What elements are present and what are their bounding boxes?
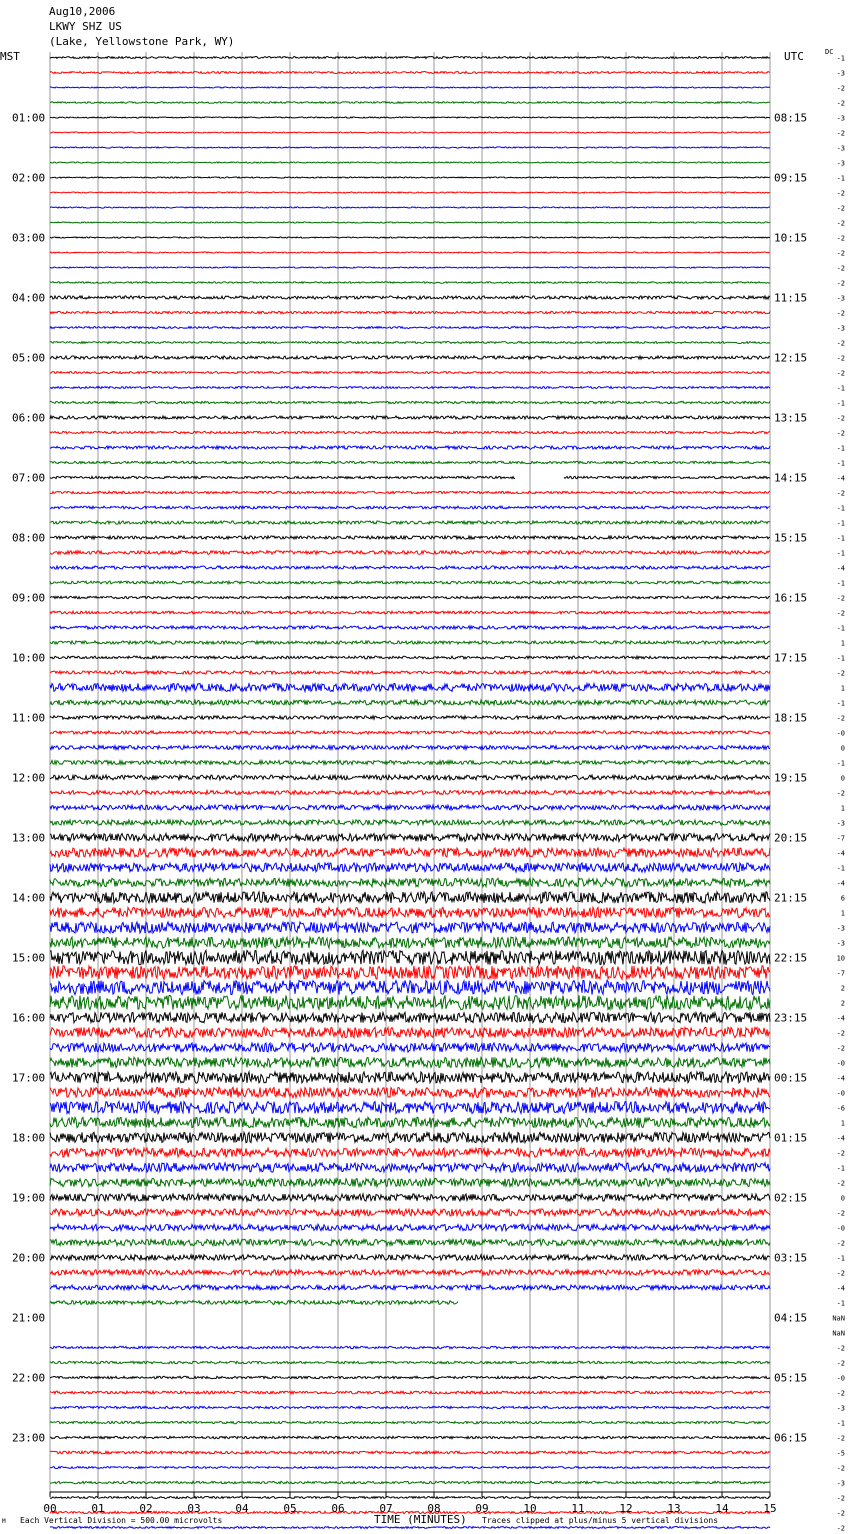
corner-mark: M (2, 1518, 6, 1525)
dc-offset-label: -3 (836, 324, 845, 333)
minute-gridlines (50, 52, 770, 1497)
dc-offset-label: -1 (836, 444, 845, 453)
dc-offset-label: -1 (836, 1254, 845, 1263)
utc-hour-label: 20:15 (774, 831, 808, 845)
seismic-traces (50, 57, 770, 1534)
dc-offset-label: -1 (836, 399, 845, 408)
seismic-trace (50, 878, 770, 886)
dc-offset-label: -6 (836, 1104, 845, 1113)
dc-offset-label: -2 (836, 339, 845, 348)
x-tick-label: 03 (187, 1502, 201, 1515)
mst-hour-label: 16:00 (12, 1011, 46, 1025)
seismic-trace (50, 820, 770, 825)
utc-hour-label: 00:15 (774, 1071, 808, 1085)
x-tick-label: 04 (235, 1502, 249, 1515)
mst-hour-label: 12:00 (12, 771, 46, 785)
mst-hour-label: 14:00 (12, 891, 46, 905)
dc-offset-label: -3 (836, 144, 845, 153)
dc-offset-label: -2 (836, 84, 845, 93)
x-axis-title: TIME (MINUTES) (374, 1513, 467, 1526)
seismic-trace (50, 327, 770, 329)
seismic-trace (50, 1012, 770, 1022)
dc-offset-label: -2 (836, 489, 845, 498)
dc-offset-label: -2 (836, 1269, 845, 1278)
mst-hour-label: 06:00 (12, 411, 46, 425)
dc-offset-label: 1 (840, 1119, 845, 1128)
seismic-trace (50, 1406, 770, 1408)
mst-hour-label: 11:00 (12, 711, 46, 725)
seismic-trace (50, 656, 770, 659)
seismic-trace (50, 922, 770, 933)
seismic-trace (50, 1209, 770, 1216)
seismic-trace (50, 491, 770, 493)
x-tick-label: 07 (379, 1502, 393, 1515)
dc-offset-label: -2 (836, 789, 845, 798)
seismic-trace (50, 506, 770, 509)
utc-hour-label: 17:15 (774, 651, 808, 665)
seismic-trace (50, 57, 770, 59)
seismic-trace (50, 311, 770, 313)
seismic-trace (50, 1072, 770, 1083)
seismic-trace (50, 551, 770, 555)
mst-hour-label: 05:00 (12, 351, 46, 365)
dc-offset-label: -3 (836, 939, 845, 948)
dc-offset-label: -3 (836, 924, 845, 933)
mst-hour-label: 02:00 (12, 171, 46, 185)
utc-hour-label: 14:15 (774, 471, 808, 485)
seismic-trace (50, 775, 770, 780)
utc-hour-label: 13:15 (774, 411, 808, 425)
dc-offset-label: 1 (840, 909, 845, 918)
dc-offset-label: -1 (836, 864, 845, 873)
dc-offset-label: -2 (836, 99, 845, 108)
dc-offset-label: 6 (840, 894, 845, 903)
dc-offset-label: -4 (836, 1284, 845, 1293)
dc-offset-label: -2 (836, 429, 845, 438)
mst-hour-label: 21:00 (12, 1311, 46, 1325)
dc-offset-label: -1 (836, 534, 845, 543)
seismic-trace (50, 1132, 770, 1142)
dc-offset-label: -2 (836, 1434, 845, 1443)
mst-hour-label: 22:00 (12, 1371, 46, 1385)
x-tick-label: 10 (523, 1502, 537, 1515)
seismic-trace (50, 1527, 770, 1529)
dc-offset-label: 0 (840, 774, 845, 783)
seismic-trace (50, 581, 770, 584)
seismic-trace (50, 1270, 770, 1276)
seismic-trace (50, 1285, 770, 1290)
mst-hour-label: 01:00 (12, 111, 46, 125)
dc-offset-label: -4 (836, 474, 845, 483)
mst-hour-label: 15:00 (12, 951, 46, 965)
seismic-trace (50, 356, 770, 359)
seismic-trace (50, 834, 770, 842)
dc-offset-label: -1 (836, 624, 845, 633)
seismic-trace (50, 296, 770, 299)
dc-offset-label: -4 (836, 1014, 845, 1023)
seismic-trace (50, 431, 770, 433)
dc-offset-label: -2 (836, 1494, 845, 1503)
utc-hour-label: 11:15 (774, 291, 808, 305)
dc-offset-label: -1 (836, 54, 845, 63)
seismic-trace (50, 684, 770, 692)
dc-offset-label: -2 (836, 369, 845, 378)
mst-hour-label: 07:00 (12, 471, 46, 485)
dc-offset-label: -3 (836, 819, 845, 828)
seismic-trace (50, 1148, 770, 1157)
seismic-trace (50, 162, 770, 163)
seismic-trace (50, 1117, 770, 1127)
seismic-trace (50, 1301, 458, 1305)
x-tick-label: 00 (43, 1502, 57, 1515)
dc-offset-label: -3 (836, 159, 845, 168)
seismic-trace (50, 282, 770, 284)
station-code: LKWY SHZ US (49, 20, 122, 33)
seismic-trace (50, 1421, 770, 1423)
dc-offset-label: -2 (836, 309, 845, 318)
scale-note: Each Vertical Division = 500.00 microvolts (20, 1516, 223, 1525)
dc-offset-label: 1 (840, 804, 845, 813)
dc-offset-label: -2 (836, 1344, 845, 1353)
dc-offset-label: -2 (836, 1464, 845, 1473)
dc-offset-label: -4 (836, 1134, 845, 1143)
mst-hour-label: 04:00 (12, 291, 46, 305)
dc-offset-label: -2 (836, 279, 845, 288)
dc-offset-label: 2 (840, 984, 845, 993)
seismic-trace (50, 1194, 770, 1201)
utc-hour-label: 19:15 (774, 771, 808, 785)
seismic-trace (50, 372, 770, 374)
dc-offset-label: -0 (836, 729, 845, 738)
dc-offset-label: -2 (836, 594, 845, 603)
utc-hour-label: 02:15 (774, 1191, 808, 1205)
utc-hour-label: 21:15 (774, 891, 808, 905)
seismic-trace (50, 1087, 770, 1097)
station-location: (Lake, Yellowstone Park, WY) (49, 35, 235, 48)
seismic-trace (50, 1481, 770, 1483)
seismic-trace (50, 746, 770, 750)
dc-offset-label: NaN (832, 1314, 845, 1323)
dc-offset-label: -3 (836, 294, 845, 303)
seismic-trace (50, 461, 770, 463)
dc-offset-label: -1 (836, 699, 845, 708)
dc-offset-label: -2 (836, 669, 845, 678)
utc-hour-label: 23:15 (774, 1011, 808, 1025)
x-tick-label: 12 (619, 1502, 633, 1515)
x-tick-label: 02 (139, 1502, 153, 1515)
dc-offset-label: -1 (836, 549, 845, 558)
seismic-trace (50, 387, 770, 389)
x-tick-label: 11 (571, 1502, 585, 1515)
dc-offset-label: -4 (836, 564, 845, 573)
seismic-trace (50, 1497, 770, 1499)
seismic-trace (50, 252, 770, 253)
dc-offset-label: -1 (836, 459, 845, 468)
utc-hour-label: 22:15 (774, 951, 808, 965)
dc-offset-label: -4 (836, 849, 845, 858)
dc-offset-label: 0 (840, 1194, 845, 1203)
dc-offset-label: 10 (836, 954, 845, 963)
seismic-trace (50, 995, 770, 1009)
dc-offset-label: -4 (836, 1074, 845, 1083)
seismic-trace (50, 222, 770, 223)
utc-hour-label: 08:15 (774, 111, 808, 125)
mst-hour-label: 09:00 (12, 591, 46, 605)
seismic-trace (50, 177, 770, 178)
dc-offset-label: -2 (836, 129, 845, 138)
seismic-trace (50, 937, 770, 948)
dc-offset-label: -2 (836, 1044, 845, 1053)
dc-offset-label: -1 (836, 654, 845, 663)
seismic-trace (50, 1178, 770, 1186)
seismic-trace (50, 950, 770, 964)
dc-offset-label: -1 (836, 384, 845, 393)
dc-offset-label: 1 (840, 639, 845, 648)
utc-hour-label: 06:15 (774, 1431, 808, 1445)
seismic-trace (50, 72, 770, 74)
seismic-trace (50, 1436, 770, 1438)
dc-offset-label: -2 (836, 1524, 845, 1533)
dc-offset-label: -1 (836, 504, 845, 513)
seismic-trace (50, 1361, 770, 1363)
seismic-trace (50, 401, 770, 403)
dc-offset-label: -2 (836, 249, 845, 258)
dc-offset-label: -3 (836, 1479, 845, 1488)
seismic-trace (50, 566, 770, 569)
dc-offset-label: -2 (836, 1179, 845, 1188)
seismic-trace (50, 596, 770, 598)
seismic-trace (50, 117, 770, 118)
dc-offset-label: -2 (836, 264, 845, 273)
utc-hour-label: 15:15 (774, 531, 808, 545)
recording-date: Aug10,2006 (49, 5, 116, 18)
dc-offset-label: -2 (836, 414, 845, 423)
seismic-trace (50, 1163, 770, 1172)
seismic-trace (50, 192, 770, 193)
seismic-trace (50, 1467, 770, 1469)
dc-offset-label: -2 (836, 1359, 845, 1368)
dc-offset-label: -2 (836, 1029, 845, 1038)
seismic-trace (50, 147, 770, 148)
seismic-trace (50, 1102, 770, 1114)
mst-hour-label: 03:00 (12, 231, 46, 245)
seismic-trace (50, 207, 770, 208)
seismic-trace (50, 102, 770, 104)
seismic-trace (50, 1255, 770, 1261)
x-tick-label: 06 (331, 1502, 345, 1515)
seismic-trace (50, 980, 770, 994)
dc-offset-label: -1 (836, 519, 845, 528)
dc-offset-label: -0 (836, 1059, 845, 1068)
x-tick-label: 05 (283, 1502, 297, 1515)
utc-hour-label: 16:15 (774, 591, 808, 605)
mst-hour-label: 19:00 (12, 1191, 46, 1205)
dc-offset-label: 1 (840, 684, 845, 693)
seismic-trace (50, 1451, 770, 1454)
dc-offset-label: -3 (836, 1404, 845, 1413)
dc-offset-label: -1 (836, 579, 845, 588)
dc-offset-label: -2 (836, 189, 845, 198)
dc-offset-label: 2 (840, 999, 845, 1008)
dc-offset-label: -1 (836, 1164, 845, 1173)
utc-hour-label: 04:15 (774, 1311, 808, 1325)
seismic-trace (50, 700, 770, 705)
dc-offset-label: -2 (836, 1239, 845, 1248)
seismic-trace (50, 1057, 770, 1067)
mst-hour-label: 08:00 (12, 531, 46, 545)
seismic-trace (50, 1043, 770, 1052)
seismic-trace (50, 1376, 770, 1378)
mst-hour-label: 17:00 (12, 1071, 46, 1085)
dc-offset-label: -3 (836, 114, 845, 123)
dc-offset-label: -0 (836, 1089, 845, 1098)
dc-offset-label: -1 (836, 1299, 845, 1308)
dc-offset-label: -2 (836, 609, 845, 618)
seismic-trace (50, 671, 770, 674)
dc-offset-label: -2 (836, 354, 845, 363)
right-timezone-label: UTC (784, 50, 804, 63)
dc-offset-label: -2 (836, 1389, 845, 1398)
x-tick-label: 13 (667, 1502, 681, 1515)
mst-hour-label: 23:00 (12, 1431, 46, 1445)
dc-offset-label: -5 (836, 1449, 845, 1458)
dc-offset-label: -2 (836, 1149, 845, 1158)
seismic-trace (50, 641, 770, 644)
seismic-trace (50, 476, 770, 478)
seismic-trace (50, 907, 770, 917)
utc-hour-label: 01:15 (774, 1131, 808, 1145)
x-tick-label: 01 (91, 1502, 105, 1515)
dc-offset-label: -0 (836, 1224, 845, 1233)
dc-offset-label: -0 (836, 1374, 845, 1383)
utc-hour-label: 12:15 (774, 351, 808, 365)
dc-offset-label: -1 (836, 174, 845, 183)
x-tick-label: 15 (763, 1502, 777, 1515)
seismic-trace (50, 626, 770, 629)
left-timezone-label: MST (0, 50, 20, 63)
mst-hour-label: 10:00 (12, 651, 46, 665)
x-tick-label: 14 (715, 1502, 729, 1515)
seismic-trace (50, 446, 770, 449)
seismic-trace (50, 848, 770, 857)
seismic-trace (50, 1224, 770, 1230)
dc-offset-label: -7 (836, 969, 845, 978)
mst-hour-label: 18:00 (12, 1131, 46, 1145)
dc-offset-label: -7 (836, 834, 845, 843)
seismic-trace (50, 966, 770, 980)
utc-hour-label: 09:15 (774, 171, 808, 185)
dc-offset-label: -2 (836, 714, 845, 723)
mst-hour-label: 13:00 (12, 831, 46, 845)
dc-offset-label: -2 (836, 219, 845, 228)
dc-offset-label: 0 (840, 744, 845, 753)
seismic-trace (50, 1346, 770, 1348)
seismic-trace (50, 342, 770, 344)
utc-hour-label: 03:15 (774, 1251, 808, 1265)
seismic-trace (50, 87, 770, 88)
seismic-trace (50, 416, 770, 419)
dc-offset-label: -2 (836, 1209, 845, 1218)
seismic-trace (50, 1239, 770, 1245)
dc-offset-label: -4 (836, 879, 845, 888)
seismic-trace (50, 521, 770, 524)
dc-offset-label: -1 (836, 759, 845, 768)
seismic-trace (50, 805, 770, 810)
x-tick-label: 09 (475, 1502, 489, 1515)
seismic-trace (50, 716, 770, 720)
seismic-trace (50, 1027, 770, 1037)
utc-hour-label: 05:15 (774, 1371, 808, 1385)
seismic-trace (50, 1391, 770, 1394)
seismic-trace (50, 863, 770, 872)
seismic-trace (50, 536, 770, 539)
seismic-trace (50, 237, 770, 238)
dc-offset-label: -2 (836, 1509, 845, 1518)
mst-hour-label: 20:00 (12, 1251, 46, 1265)
seismic-trace (50, 791, 770, 795)
dc-offset-label: -1 (836, 1419, 845, 1428)
clip-note: Traces clipped at plus/minus 5 vertical divisions (482, 1516, 719, 1525)
seismic-trace (50, 132, 770, 133)
utc-hour-label: 10:15 (774, 231, 808, 245)
dc-offset-label: NaN (832, 1329, 845, 1338)
seismic-trace (50, 892, 770, 903)
seismic-trace (50, 611, 770, 614)
dc-label: DC (825, 48, 834, 56)
seismic-trace (50, 267, 770, 268)
dc-offset-label: -3 (836, 69, 845, 78)
dc-offset-label: -2 (836, 234, 845, 243)
seismic-trace (50, 731, 770, 734)
seismic-trace (50, 761, 770, 765)
dc-offset-label: -2 (836, 204, 845, 213)
utc-hour-label: 18:15 (774, 711, 808, 725)
x-tick-label: 08 (427, 1502, 441, 1515)
